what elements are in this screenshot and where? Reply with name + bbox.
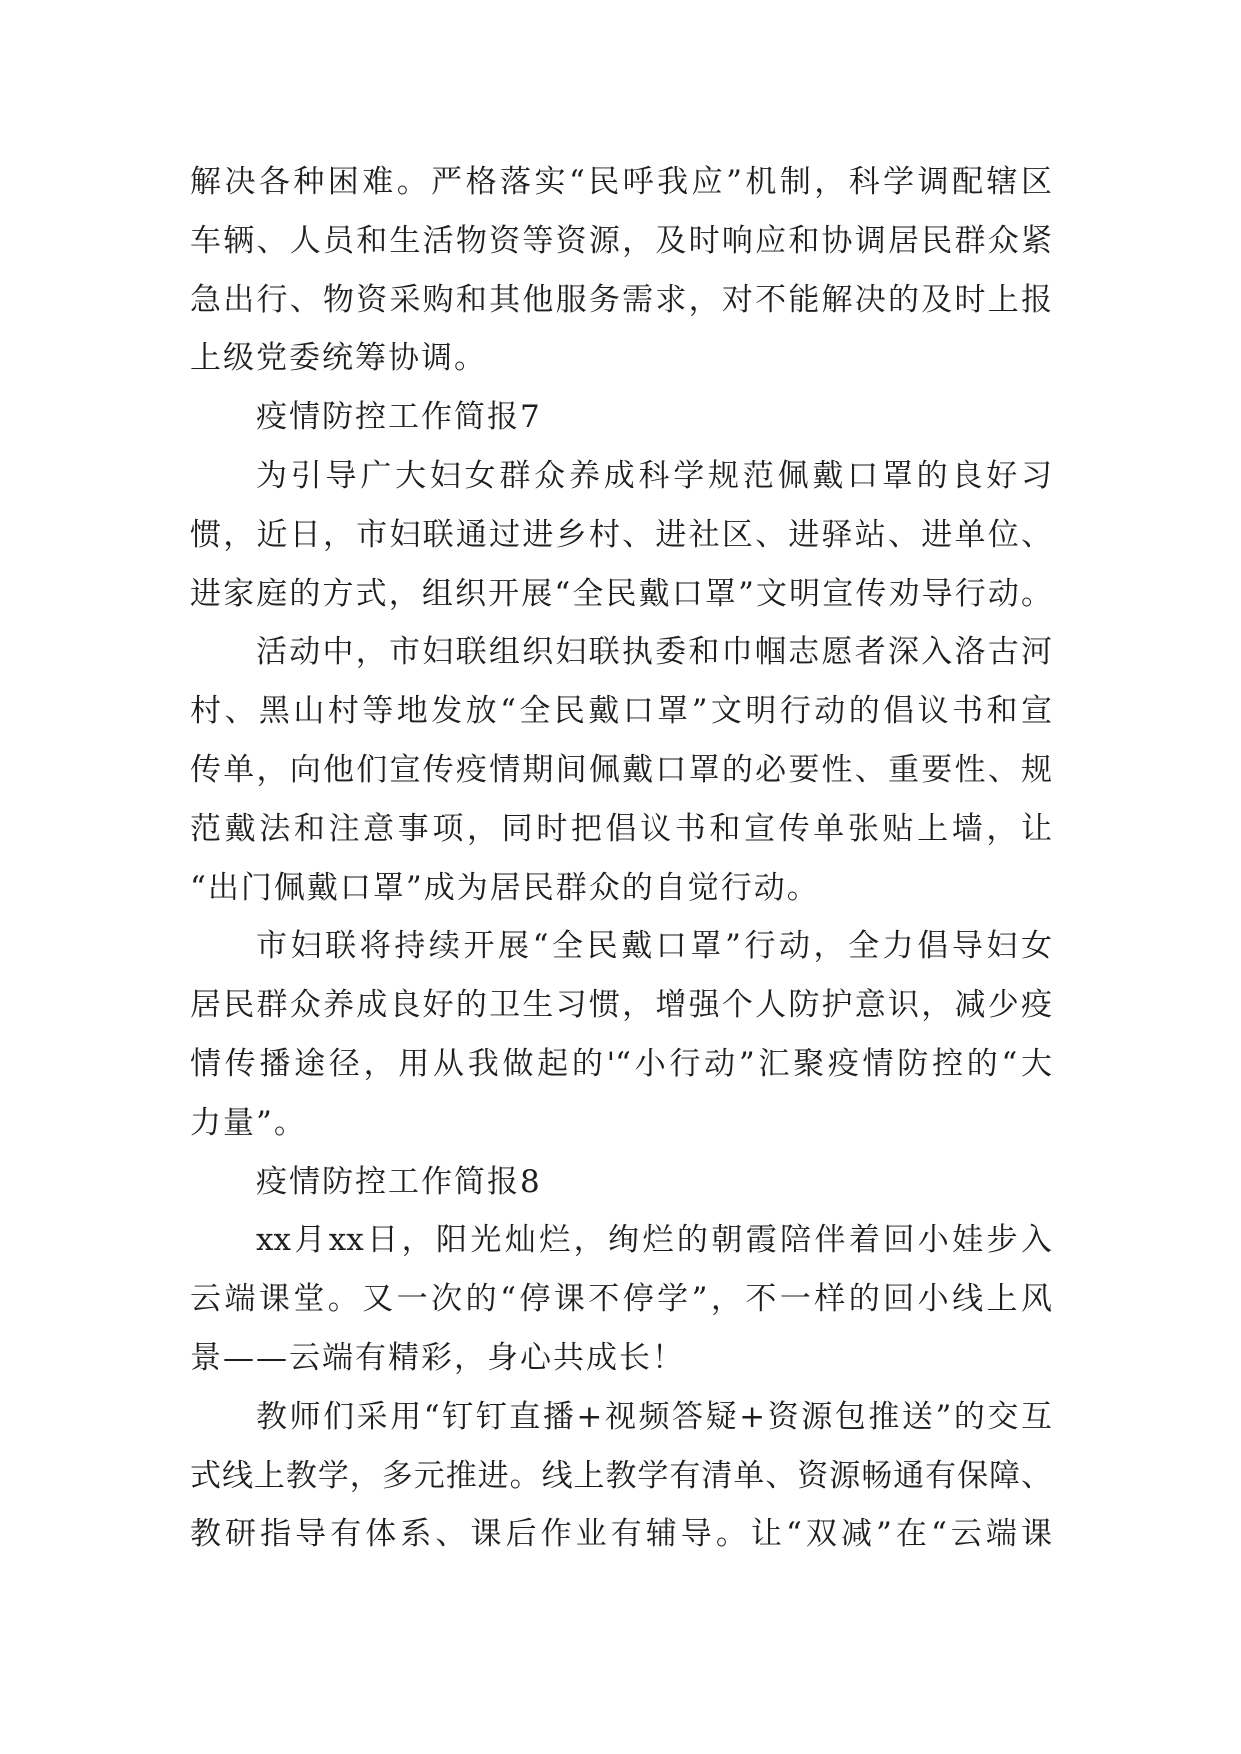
section-heading-text: 疫情防控工作简报8 xyxy=(256,1163,542,1200)
paragraph xyxy=(190,447,1052,623)
body-text-line: 活动中，市妇联组织妇联执委和巾帼志愿者深入洛古河 xyxy=(256,634,1052,671)
body-text-line: 传单，向他们宣传疫情期间佩戴口罩的必要性、重要性、规 xyxy=(190,751,1052,788)
body-text-line: xx月xx日，阳光灿烂，绚烂的朝霞陪伴着回小娃步入 xyxy=(256,1222,1052,1259)
paragraph xyxy=(190,1211,1052,1387)
body-text-line: 车辆、人员和生活物资等资源，及时响应和协调居民群众紧 xyxy=(190,222,1052,259)
section-heading xyxy=(190,1153,1052,1212)
paragraph xyxy=(190,623,1052,917)
document-body xyxy=(190,153,1052,1564)
body-text-line: 市妇联将持续开展“全民戴口罩”行动，全力倡导妇女 xyxy=(256,928,1052,965)
section-heading-text: 疫情防控工作简报7 xyxy=(256,399,542,436)
body-text-line: 为引导广大妇女群众养成科学规范佩戴口罩的良好习 xyxy=(256,457,1052,494)
body-text-line: 教师们采用“钉钉直播+视频答疑+资源包推送”的交互 xyxy=(256,1398,1052,1435)
paragraph xyxy=(190,1388,1052,1564)
body-text-line: 力量”。 xyxy=(190,1104,307,1141)
body-text-line: 村、黑山村等地发放“全民戴口罩”文明行动的倡议书和宣 xyxy=(190,693,1052,730)
paragraph xyxy=(190,917,1052,1152)
body-text-line: 进家庭的方式，组织开展“全民戴口罩”文明宣传劝导行动。 xyxy=(190,575,1052,612)
body-text-line: 解决各种困难。严格落实“民呼我应”机制，科学调配辖区 xyxy=(190,164,1052,200)
body-text-line: 上级党委统筹协调。 xyxy=(190,340,487,377)
paragraph xyxy=(190,153,1052,388)
body-text-line: 云端课堂。又一次的“停课不停学”，不一样的回小线上风 xyxy=(190,1281,1052,1318)
body-text-line: 景——云端有精彩，身心共成长！ xyxy=(190,1339,685,1376)
section-heading xyxy=(190,388,1052,447)
body-text-line: 居民群众养成良好的卫生习惯，增强个人防护意识，减少疫 xyxy=(190,987,1052,1024)
body-text-line: 范戴法和注意事项，同时把倡议书和宣传单张贴上墙，让 xyxy=(190,810,1052,847)
body-text-line: 教研指导有体系、课后作业有辅导。让“双减”在“云端课 xyxy=(190,1516,1052,1553)
body-text-line: 惯，近日，市妇联通过进乡村、进社区、进驿站、进单位、 xyxy=(190,516,1052,553)
body-text-line: 情传播途径，用从我做起的'“小行动”汇聚疫情防控的“大 xyxy=(190,1045,1052,1082)
body-text-line: “出门佩戴口罩”成为居民群众的自觉行动。 xyxy=(190,869,820,906)
body-text-line: 急出行、物资采购和其他服务需求，对不能解决的及时上报 xyxy=(190,281,1052,318)
body-text-line: 式线上教学，多元推进。线上教学有清单、资源畅通有保障、 xyxy=(190,1457,1052,1494)
